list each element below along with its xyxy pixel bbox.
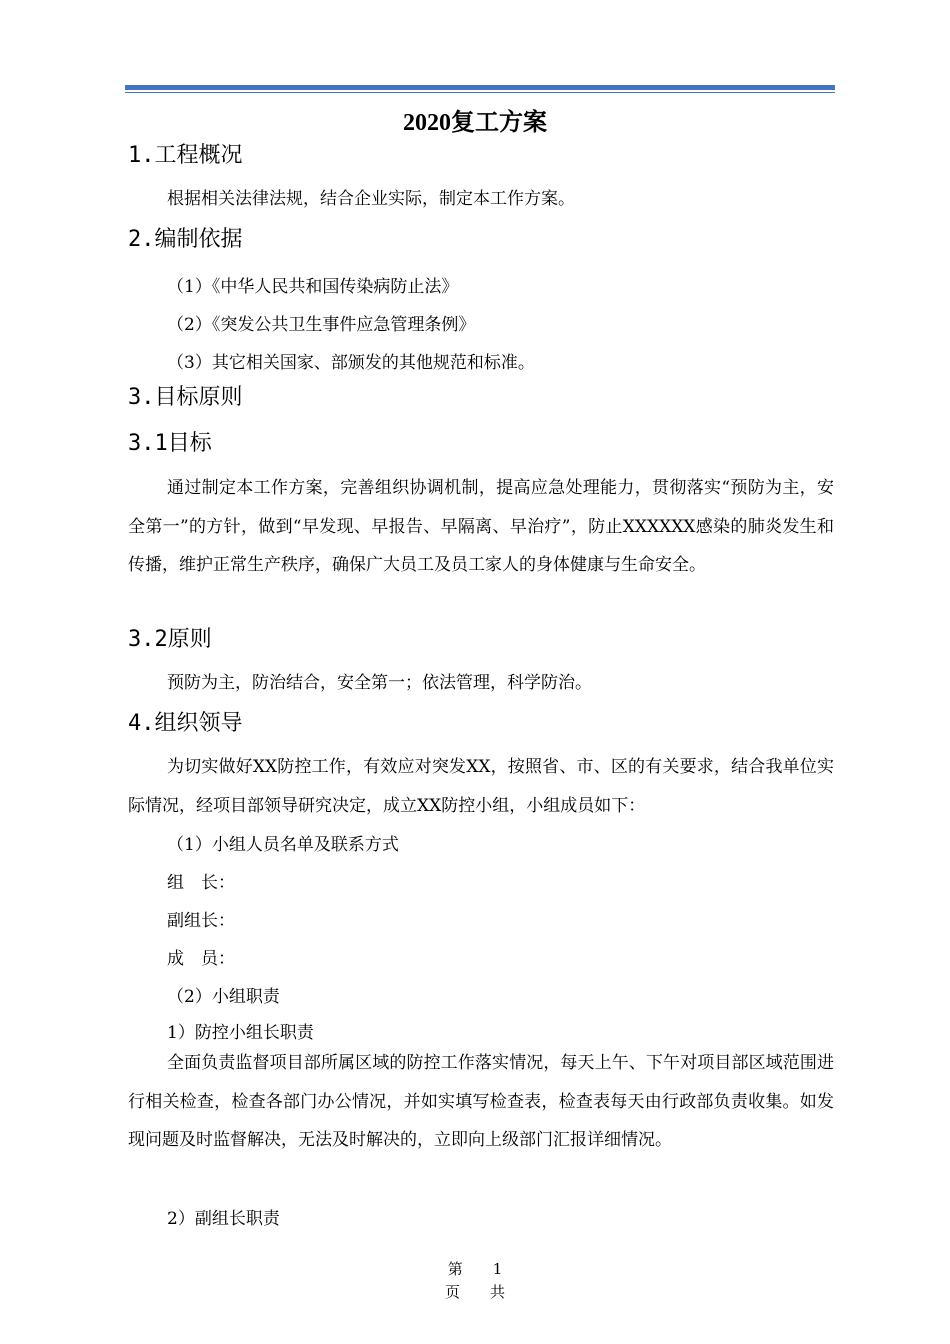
- header-rule: [125, 85, 835, 90]
- page-number: 第 1: [447, 1260, 503, 1278]
- form-line-deputy: 副组长：: [167, 911, 235, 931]
- form-line-members: 成 员：: [167, 949, 235, 969]
- section-heading: 1.工程概况: [128, 143, 243, 168]
- paragraph: 全面负责监督项目部所属区域的防控工作落实情况，每天上午、下午对项目部区域范围进行相关检查，检查各部门办公情况，并如实填写检查表，检查表每天由行政部负责收集。如发现问题及时监督解决，无法及时解决的，立即向上级部门汇报详细情况。: [128, 1053, 834, 1150]
- list-item: （2）《突发公共卫生事件应急管理条例》: [167, 315, 476, 335]
- header-rule-thin: [125, 92, 835, 93]
- section-heading: 2.编制依据: [128, 227, 243, 252]
- list-item: 1）防控小组长职责: [167, 1023, 314, 1043]
- subsection-heading: 3.1目标: [128, 431, 212, 456]
- paragraph: 通过制定本工作方案，完善组织协调机制，提高应急处理能力，贯彻落实“预防为主，安全第一”的方针，做到“早发现、早报告、早隔离、早治疗”，防止XXXXXX感染的肺炎发生和传播，维护正常生产秩序，确保广大员工及员工家人的身体健康与生命安全。: [128, 478, 834, 575]
- paragraph: 根据相关法律法规，结合企业实际，制定本工作方案。: [167, 189, 575, 209]
- list-item: （1）《中华人民共和国传染病防止法》: [167, 277, 459, 297]
- document-title: 2020复工方案: [403, 110, 547, 136]
- page-total: 页 共: [444, 1283, 505, 1301]
- section-heading: 4.组织领导: [128, 711, 243, 736]
- subsection-heading: 3.2原则: [128, 627, 212, 652]
- list-item: （2）小组职责: [167, 987, 280, 1007]
- paragraph: 为切实做好XX防控工作，有效应对突发XX，按照省、市、区的有关要求，结合我单位实际情况，经项目部领导研究决定，成立XX防控小组，小组成员如下：: [128, 757, 834, 816]
- list-item: 2）副组长职责: [167, 1209, 280, 1229]
- section-heading: 3.目标原则: [128, 385, 243, 410]
- list-item: （3）其它相关国家、部颁发的其他规范和标准。: [167, 353, 535, 373]
- form-line-leader: 组 长：: [167, 873, 235, 893]
- list-item: （1）小组人员名单及联系方式: [167, 835, 399, 855]
- paragraph: 预防为主，防治结合，安全第一；依法管理，科学防治。: [167, 673, 592, 693]
